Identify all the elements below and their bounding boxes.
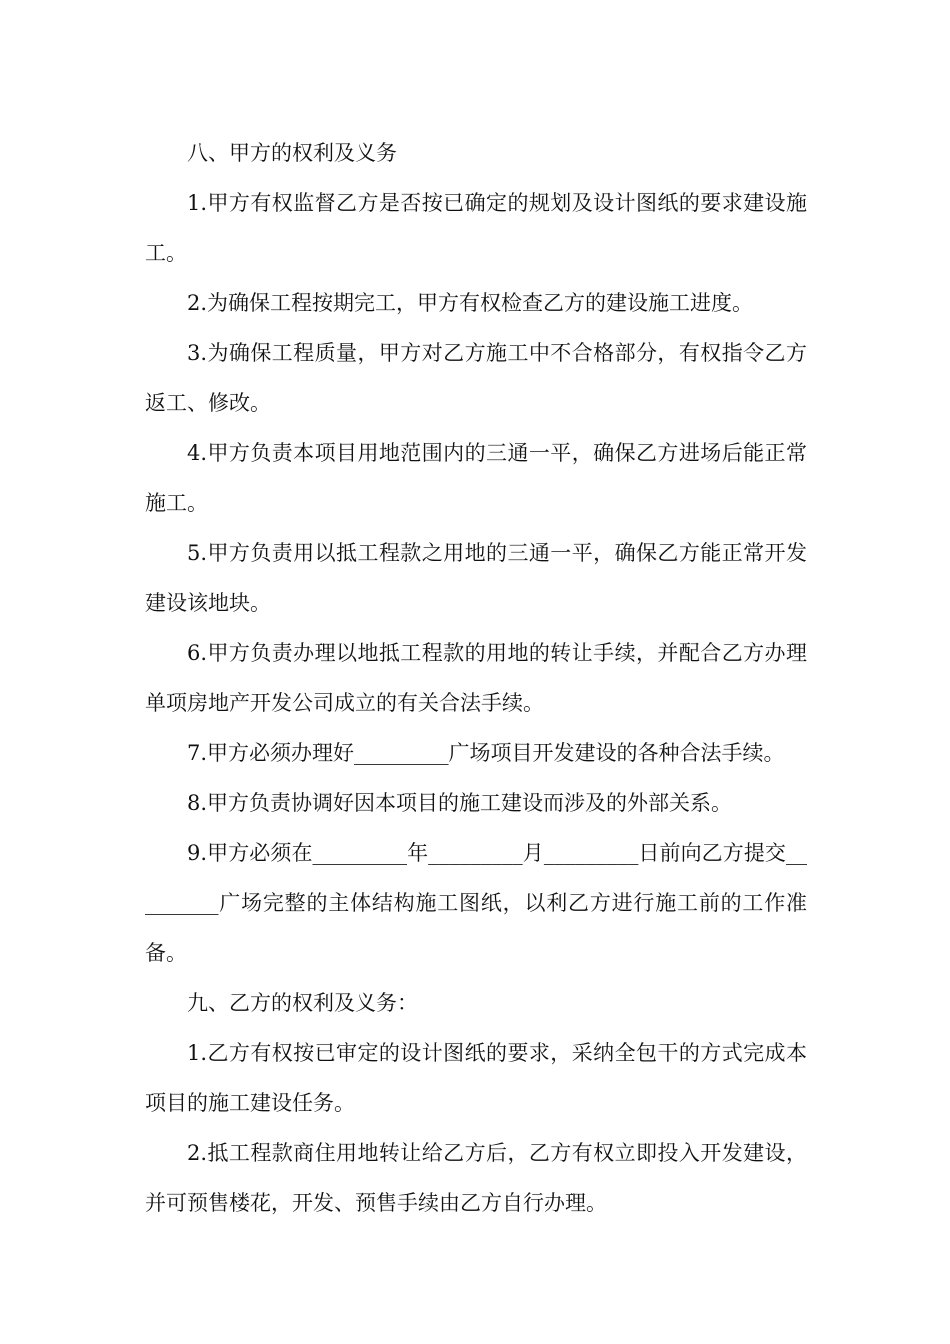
clause-8-1: 1.甲方有权监督乙方是否按已确定的规划及设计图纸的要求建设施工。 [145,191,807,265]
clause-8-9: 9.甲方必须在_________年_________月_________日前向乙方提交_________广场完整的主体结构施工图纸，以利乙方进行施工前的工作准备。 [145,841,807,965]
clause-9-1: 1.乙方有权按已审定的设计图纸的要求，采纳全包干的方式完成本项目的施工建设任务。 [145,1041,807,1115]
clause-8-7: 7.甲方必须办理好_________广场项目开发建设的各种合法手续。 [187,741,785,765]
clause-9-2: 2.抵工程款商住用地转让给乙方后，乙方有权立即投入开发建设，并可预售楼花，开发、预售手续由乙方自行办理。 [145,1141,807,1215]
clause-8-6: 6.甲方负责办理以地抵工程款的用地的转让手续，并配合乙方办理单项房地产开发公司成立的有关合法手续。 [145,641,807,715]
document-page [145,128,807,1228]
section-heading-9: 九、乙方的权利及义务： [187,991,418,1015]
clause-8-2: 2.为确保工程按期完工，甲方有权检查乙方的建设施工进度。 [187,291,754,315]
clause-8-4: 4.甲方负责本项目用地范围内的三通一平，确保乙方进场后能正常施工。 [145,441,807,515]
clause-8-5: 5.甲方负责用以抵工程款之用地的三通一平，确保乙方能正常开发建设该地块。 [145,541,807,615]
clause-8-8: 8.甲方负责协调好因本项目的施工建设而涉及的外部关系。 [187,791,733,815]
section-heading-8: 八、甲方的权利及义务 [187,141,397,165]
clause-8-3: 3.为确保工程质量，甲方对乙方施工中不合格部分，有权指令乙方返工、修改。 [145,341,807,415]
